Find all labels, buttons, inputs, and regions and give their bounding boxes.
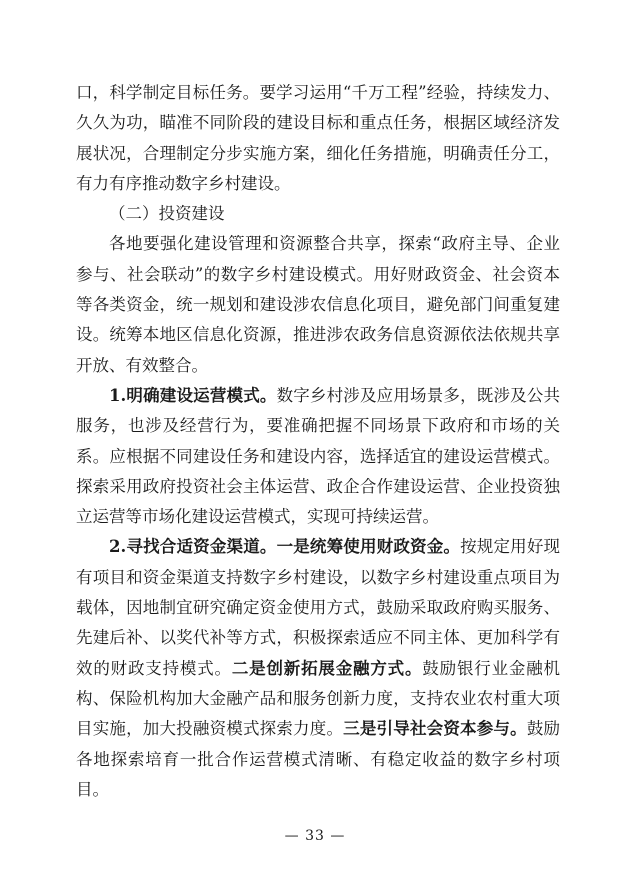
fiscal-funds-text: 按规定用好现有项目和资金渠道支持数字乡村建设，以数字乡村建设重点项目为载体，因地制宜研究确定资金使用方式，鼓励采取政府购买服务、先建后补、以奖代补等方式，积极探索适应不同主体、更加科学有效的财政支持模式。 (76, 537, 561, 678)
operation-model-text: 数字乡村涉及应用场景多，既涉及公共服务，也涉及经营行为，要准确把握不同场景下政府和市场的关系。应根据不同建设任务和建设内容，选择适宜的建设运营模式。探索采用政府投资社会主体运营、政企合作建设运营、企业投资独立运营等市场化建设运营模式，实现可持续运营。 (76, 385, 560, 527)
financial-methods-text: 鼓励银行业金融机构、保险机构加大金融产品和服务创新力度，支持农业农村重大项目实施，加大投融资模式探索力度。 (76, 658, 561, 739)
section-heading-investment: （二）投资建设 (109, 204, 225, 224)
body-text (76, 78, 560, 805)
lead-fiscal-funds: 一是统筹使用财政资金。 (276, 537, 461, 557)
social-capital-text: 鼓励各地探索培育一批合作运营模式清晰、有稳定收益的数字乡村项目。 (76, 719, 561, 799)
subsection-title-operation-model: 1.明确建设运营模式。 (109, 385, 277, 405)
paragraph-funding-channels (76, 532, 560, 805)
page-number: — 33 — (284, 828, 346, 844)
lead-financial-methods: 二是创新拓展金融方式。 (231, 658, 423, 678)
paragraph-continuation: 口，科学制定目标任务。要学习运用“千万工程”经验，持续发力、久久为功，瞄准不同阶段的建设目标和重点任务，根据区域经济发展状况，合理制定分步实施方案，细化任务措施，明确责任分工，有力有序推动数字乡村建设。 (76, 83, 560, 193)
lead-social-capital: 三是引导社会资本参与。 (343, 719, 527, 739)
paragraph-operation-model (76, 381, 560, 532)
subsection-title-funding-channels: 2.寻找合适资金渠道。 (109, 537, 277, 557)
paragraph-investment-overview: 各地要强化建设管理和资源整合共享，探索“政府主导、企业参与、社会联动”的数字乡村建设模式。用好财政资金、社会资本等各类资金，统一规划和建设涉农信息化项目，避免部门间重复建设。统筹本地区信息化资源，推进涉农政务信息资源依法依规共享开放、有效整合。 (76, 234, 560, 375)
